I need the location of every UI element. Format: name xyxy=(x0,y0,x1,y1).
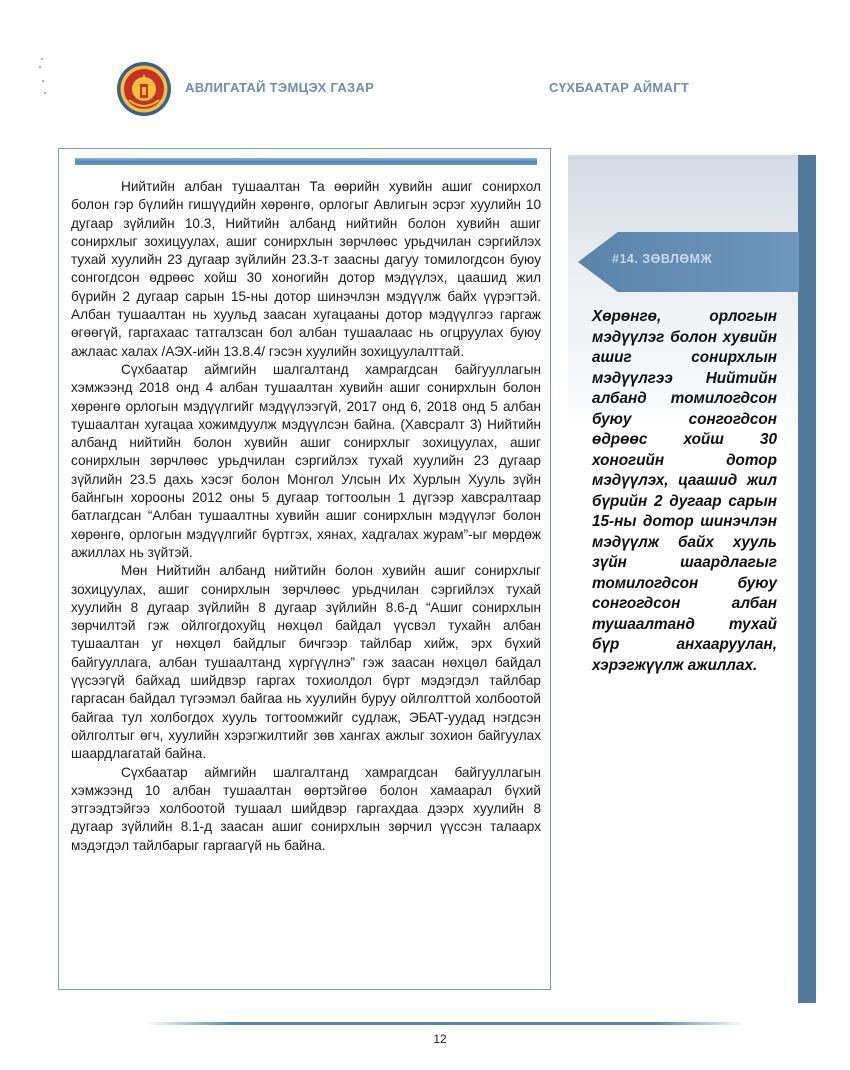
scan-specks xyxy=(38,58,46,98)
panel-top-stripe xyxy=(75,158,537,165)
recommendation-text: Хөрөнгө, орлогын мэдүүлэг болон хувийн ашиг сонирхлын мэдүүлгээ Нийтийн албанд томилогдсон буюу сонгогдсон өдрөөс хойш 30 хоногийн дотор мэдүүлэх, цаашид жил бүрийн 2 дугаар сарын 15-ны дотор шинэчлэн мэдүүлж байх хууль зүйн шаардлагыг томилогдсон буюу сонгогдсон албан тушаалтанд тухай бүр анхааруулан, хэрэгжүүлж ажиллах. xyxy=(592,308,777,674)
recommendation-label: #14. ЗӨВЛӨМЖ xyxy=(612,252,713,266)
page-number: 12 xyxy=(433,1032,447,1046)
agency-emblem-icon xyxy=(115,60,173,118)
organization-name: АВЛИГАТАЙ ТЭМЦЭХ ГАЗАР xyxy=(185,80,375,95)
paragraph: Мөн Нийтийн албанд нийтийн болон хувийн ашиг сонирхлыг зохицуулах, ашиг сонирхлын зөрчлөөс урьдчилан сэргийлэх тухай хуулийн 8 дугаар зүйлийн 8 дугаар зүйлийн 8.6-д “Ашиг сонирхлын зөрчилтэй гэж ойлгогдохуйц нөхцөл байдал үүсвэл тухайн албан тушаалтан уг нөхцөл байдлыг бичгээр тайлбар хийж, эрх бүхий байгууллага, албан тушаалтанд хүргүүлнэ” гэж заасан нөхцөл байдал үүсээгүй байхад шийдвэр гаргах тохиолдол бүрт мэдэгдэл тайлбар гаргасан байдал түгээмэл байгаа нь хуулийн буруу ойлголттой холбоотой байгаа тул холбогдох хууль тогтоомжийг судлаж, ЭБАТ-уудад нэгдсэн ойлголтыг өгч, хуулийн хэрэгжилтийг зөв хангах ажлыг зохион байгуулах шаардлагатай байна. xyxy=(71,563,541,762)
paragraph: Сүхбаатар аймгийн шалгалтанд хамрагдсан байгууллагын хэмжээнд 10 албан тушаалтан өөртэйгөө болон хамаарал бүхий этгээдтэйгээ холбоотой тушаал шийдвэр гаргахдаа дээрх хуулийн 8 дугаар зүйлийн 8.1-д заасан ашиг сонирхлын зөрчил үүссэн талаарх мэдэгдэл тайлбарыг гаргаагүй нь байна. xyxy=(71,764,541,853)
sidebar-accent-bar xyxy=(798,155,816,1003)
region-name: СҮХБААТАР АЙМАГТ xyxy=(549,80,690,95)
body-text xyxy=(71,178,541,855)
paragraph: Нийтийн албан тушаалтан Та өөрийн хувийн ашиг сонирхол болон гэр бүлийн гишүүдийн хөрөнгө, орлогыг Авлигын эсрэг хуулийн 10 дугаар зүйлийн 10.3, Нийтийн албанд нийтийн болон хувийн ашиг сонирхлыг зохицуулах, ашиг сонирхлын зөрчлөөс урьдчилан сэргийлэх тухай хуулийн 23 дугаар зүйлийн 23.3-т заасны дагуу томилогдсон буюу сонгогдсон өдрөөс хойш 30 хоногийн дотор мэдүүлэх, цаашид жил бүрийн 2 дугаар сарын 15-ны дотор шинэчлэн мэдүүлж байх үүрэгтэй. Албан тушаалтан нь хуульд заасан хугацааны дотор мэдүүлгээ гаргаж өгөөгүй, гаргахаас татгалзсан бол албан тушаалаас нь огцруулах буюу ажлаас халах /АЭХ-ийн 13.8.4/ гэсэн хуулийн зохицуулалттай. xyxy=(71,179,541,359)
footer-divider xyxy=(145,1022,745,1025)
main-text-panel xyxy=(58,148,551,990)
paragraph: Сүхбаатар аймгийн шалгалтанд хамрагдсан байгууллагын хэмжээнд 2018 онд 4 албан тушаалтан хувийн ашиг сонирхлын болон хөрөнгө орлогын мэдүүлгийг мэдүүлээгүй, 2017 онд 6, 2018 онд 5 албан тушаалтан хугацаа хожимдуулж мэдүүлсэн байна. (Хавсралт 3) Нийтийн албанд нийтийн болон хувийн ашиг сонирхлыг зохицуулах, ашиг сонирхлын зөрчлөөс урьдчилан сэргийлэх тухай хуулийн 23 дугаар зүйлийн 23.5 дахь хэсэг болон Монгол Улсын Их Хурлын Хууль зүйн байнгын хорооны 2012 оны 5 дугаар тогтоолын 1 дүгээр хавсралтаар батлагдсан “Албан тушаалтны хувийн ашиг сонирхлын мэдүүлэг болон хөрөнгө, орлогын мэдүүлгийг бүртгэх, хянах, хадгалах журам”-ыг мөрдөж ажиллах нь зүйтэй. xyxy=(71,361,541,560)
